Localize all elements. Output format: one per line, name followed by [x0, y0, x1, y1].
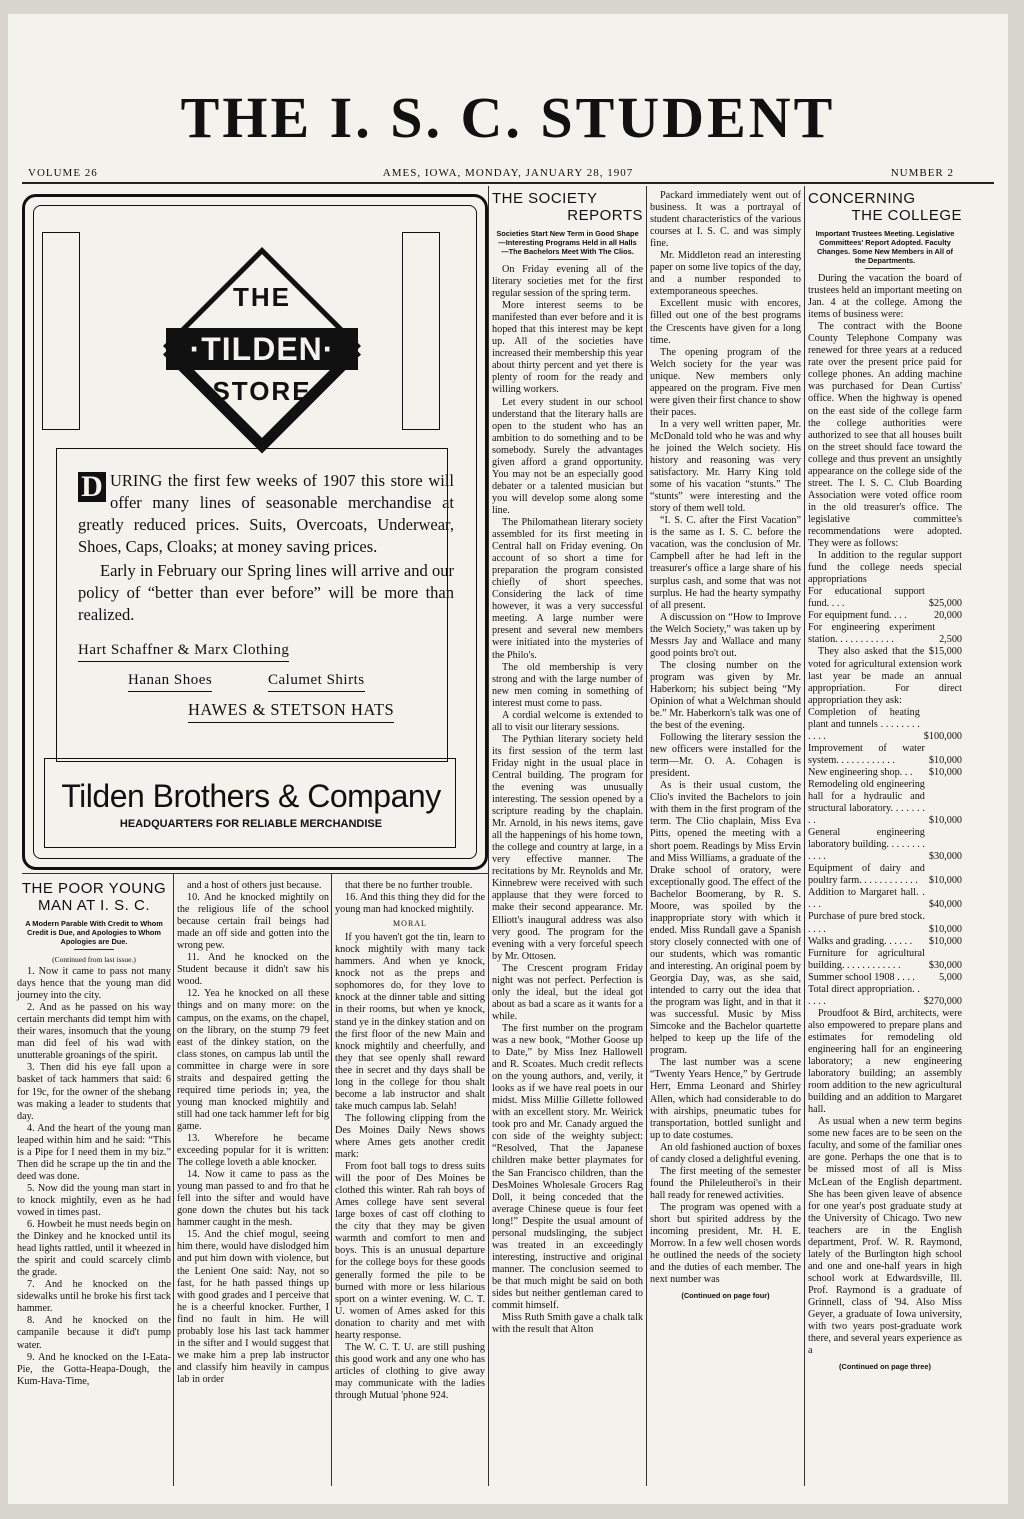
poor-young-man-body-3b	[335, 932, 485, 1402]
society-reports-column-1	[489, 190, 646, 1490]
appropriation-amount: $10,000	[928, 754, 962, 766]
paragraph: The first meeting of the semester found the Phileleutheroi's in their hall ready for renewed activities.	[650, 1165, 801, 1201]
paragraph: An old fashioned auction of boxes of candy closed a delightful evening.	[650, 1141, 801, 1165]
appropriation-row	[808, 767, 962, 779]
appropriation-row	[808, 586, 962, 610]
appropriation-amount: $270,000	[923, 995, 962, 1007]
appropriation-label: New engineering shop. . .	[808, 766, 913, 778]
drop-cap: D	[78, 472, 106, 502]
company-tagline: HEADQUARTERS FOR RELIABLE MERCHANDISE	[119, 818, 383, 830]
appropriation-row	[808, 707, 962, 743]
appropriation-amount: 20,000	[933, 610, 962, 622]
college-headline: CONCERNING THE COLLEGE	[808, 190, 962, 224]
paragraph: The opening program of the Welch society for the year was unique. New members only appeared on the program. Five men were given their first chance to show their paces.	[650, 346, 801, 418]
logo-store: STORE	[212, 376, 312, 406]
appropriation-amount: 2,500	[939, 634, 962, 646]
paragraph: 15. And the chief mogul, seeing him there, would have dislodged him and put him down with violence, but the Lenient One said: Nay, not so fast, for he hath passed things up with good grades and I perceive that he is a cheerful knocker. Further, I find no fault in him. He will probably lose his last tack hammer in the sifter and I would suggest that we make him a prep lab instructor and classify him heavily in campus lab in order	[177, 1229, 329, 1385]
appropriation-row	[808, 622, 962, 646]
appropriation-amount: $100,000	[923, 730, 962, 742]
poor-young-man-body-2	[177, 880, 329, 1386]
short-rule	[865, 268, 905, 269]
paragraph: Mr. Middleton read an interesting paper on some live topics of the day, and a number responded to extemporaneous speeches.	[650, 250, 801, 298]
paragraph: During the vacation the board of trustees held an important meeting on Jan. 4 at the college. Among the items of business were:	[808, 273, 962, 321]
appropriation-label: Remodeling old engineering hall for a hydraulic and structural laboratory. . . . . . . . .	[808, 778, 925, 827]
college-intro	[808, 273, 962, 586]
paragraph: The closing number on the program was given by Mr. Haberkorn; his subject being “My Opinion of what a Welchman should be.” Mr. Haberkorn's talk was one of the best of the evening.	[650, 659, 801, 732]
paragraph: The Philomathean literary society assembled for its first meeting in Central hall on Friday evening. On account of so short a time for preparation the program consisted chiefly of short speeches. Considering the lack of time however, it was a very successful meeting. A large number were present and several new members were initiated into the mysteries of the Philo's.	[492, 516, 643, 661]
volume-label: VOLUME 26	[28, 167, 98, 179]
tilden-store-logo	[162, 246, 362, 446]
appropriation-amount: $10,000	[928, 766, 962, 778]
poor-young-man-column-3	[332, 880, 488, 1490]
poor-young-man-headline: THE POOR YOUNG MAN AT I. S. C.	[21, 880, 167, 914]
poor-young-man-deck: A Modern Parable With Credit to Whom Credit is Due, and Apologies to Whom Apologies are Due.	[25, 919, 163, 946]
paragraph: A cordial welcome is extended to all to visit our literary sessions.	[492, 709, 643, 733]
ad-side-panel-left	[42, 232, 80, 430]
dateline-text: AMES, IOWA, MONDAY, JANUARY 28, 1907	[382, 167, 634, 179]
appropriation-row	[808, 972, 962, 984]
masthead-title: THE I. S. C. STUDENT	[180, 85, 836, 150]
paragraph: Excellent music with encores, filled out one of the best programs the Crescents have given for a long time.	[650, 298, 801, 346]
ad-copy-paragraph-2: Early in February our Spring lines will arrive and our policy of “better than ever before” will be more than realized.	[78, 561, 454, 624]
society-reports-body-2	[650, 190, 801, 1286]
paragraph: 3. Then did his eye fall upon a basket of tack hammers that said: 6 for 19c, for the owner of the shebang was making a leader to students that day.	[17, 1062, 171, 1122]
paragraph: Following the literary session the new officers were installed for the term—Mr. O. A. Cohagen is president.	[650, 732, 801, 780]
paragraph: 7. And he knocked on the sidewalks until he broke his first tack hammer.	[17, 1279, 171, 1315]
society-reports-column-2	[647, 190, 804, 1490]
appropriation-label: Furniture for agricultural building. . . . . . . . . . . .	[808, 947, 925, 971]
paragraph: In a very well written paper, Mr. McDonald told who he was and why he joined the Welch society. His history and reasoning was very satisfactory. Mr. Harry King told some of his vacation “stunts.” The “stunts” were interesting and the story of them well told.	[650, 418, 801, 515]
appropriation-label: For equipment fund. . . .	[808, 610, 907, 622]
continued-from-last-issue: (Continued from last issue.)	[52, 955, 136, 964]
paragraph: “I. S. C. after the First Vacation” is the same as I. S. C. before the vacation, was the conclusion of Mr. Campbell after he had left in the treasurer's office a large share of his surplus cash, and some that was not surplus. He had the hearty sympathy of all present.	[650, 515, 801, 611]
society-reports-deck: Societies Start New Term in Good Shape—Interesting Programs Held in all Halls—The Bachelors Meet With The Clios.	[496, 229, 639, 256]
paragraph: The last number was a scene “Twenty Years Hence,” by Gertrude Herr, Emma Leonard and Shirley Allen, which had considerable to do with airships, pneumatic tubes for transportation, bottled sunlight and up to date costumes.	[650, 1057, 801, 1141]
appropriation-row	[808, 984, 962, 1008]
appropriation-amount: $30,000	[928, 851, 962, 863]
section-divider	[22, 873, 488, 874]
paragraph: The Pythian literary society held its first session of the term last Friday night in the usual place in Central building. The program for the evening was unusually interesting. The session opened by a scripture reading by the chaplain. Mr. Arnold, in his news items, gave all the happenings of his home town, the college and country at large, in a very effective manner. The recitations by Mr. Reynolds and Mr. Kinnebrew were received with such applause that they were forced to make their second appearance. Mr. Elliott's inaugural address was also very good. The program for the evening with a very forceful speech by Mr. Ottosen.	[492, 733, 643, 962]
logo-the: THE	[233, 282, 291, 312]
paragraph: 9. And he knocked on the I-Eata-Pie, the Gotta-Heapa-Dough, the Kum-Hava-Time,	[17, 1351, 171, 1387]
ad-inner-frame	[33, 205, 477, 859]
paragraph: More interest seems to be manifested than ever before and it is hoped that this interest may be kept up. All of the societies have increased their membership this year about thirty percent and yet there is plenty of room for the ready and willing workers.	[492, 300, 643, 396]
brand-hanan-shoes: Hanan Shoes	[128, 672, 212, 692]
paragraph: 2. And as he passed on his way certain merchants did tempt him with their wares, insomuch that the young man did feel of his wad with unutterable groanings of the spirit.	[17, 1002, 171, 1062]
paragraph: The Crescent program Friday night was not perfect. Perfection is only the ideal, but the ideal got about as bad a scare as it wants for a while.	[492, 962, 643, 1022]
appropriation-amount: 5,000	[939, 971, 962, 983]
poor-young-man-body-1	[17, 966, 171, 1388]
newspaper-page	[8, 14, 1008, 1504]
appropriation-label: Summer school 1908 . . . .	[808, 971, 915, 983]
college-deck: Important Trustees Meeting. Legislative Committees' Report Adopted. Faculty Changes. Some New Members in All of the Departments.	[815, 229, 955, 265]
ad-copy	[78, 470, 454, 626]
appropriation-label: Addition to Margaret hall. . . . .	[808, 887, 925, 911]
appropriation-row	[808, 779, 962, 827]
paragraph: 13. Wherefore he became exceeding popular for it is written: The college loveth a able knocker.	[177, 1132, 329, 1169]
appropriation-label: General engineering laboratory building. . . . . . . . . . . .	[808, 827, 925, 863]
appropriation-row	[808, 936, 962, 948]
appropriation-row	[808, 887, 962, 911]
issue-number: NUMBER 2	[890, 167, 954, 179]
society-reports-body-1	[492, 264, 643, 1336]
paragraph: On Friday evening all of the literary societies met for the first regular session of the spring term.	[492, 264, 643, 300]
paragraph: Miss Ruth Smith gave a chalk talk with the result that Alton	[492, 1312, 643, 1336]
college-column	[805, 190, 965, 1490]
appropriation-row	[808, 827, 962, 863]
paragraph: that there be no further trouble.	[345, 880, 473, 891]
paragraph: and a host of others just because.	[187, 880, 322, 891]
paragraph: The old membership is very strong and with the large number of new men coming in something of interest must come to pass.	[492, 661, 643, 709]
paragraph: The W. C. T. U. are still pushing this good work and any one who has articles of clothing to give away may communicate with the ladies through Mutual 'phone 924.	[335, 1341, 485, 1401]
paragraph: A discussion on “How to Improve the Welch Society,” was taken up by Messrs Jay and Wallace and many good points bro't out.	[650, 611, 801, 659]
appropriation-label: Equipment of dairy and poultry farm. . . . . . . . . . . .	[808, 863, 925, 887]
paragraph: 8. And he knocked on the campanile because it did't pump water.	[17, 1315, 171, 1351]
appropriation-row	[808, 863, 962, 887]
moral-heading: MORAL	[393, 919, 427, 929]
college-closing	[808, 1008, 962, 1357]
appropriation-label: Completion of heating plant and tunnels . . . . . . . . . . . .	[808, 706, 920, 742]
paragraph: If you haven't got the tin, learn to knock mightily with many tack hammers. And when ye knock, knock not as the preps and sophomores do, for they love to knock at the dinner table and sitting in their rooms, but when ye knock, stand ye in the dinkey station and on the first floor of the new Main and knock mightily and cheerfully, and they that see openly shall reward thee in secret and thy days shall be long in the college for thou shalt become a lab instructor and shalt take much campus lab. Selah!	[335, 932, 485, 1112]
appropriations-list-a	[808, 586, 962, 646]
paragraph: 16. And this thing they did for the young man had knocked mightily.	[335, 892, 485, 916]
appropriation-label: Improvement of water system. . . . . . . . . . . .	[808, 742, 925, 766]
dateline-bar	[22, 164, 994, 184]
appropriation-amount: $40,000	[928, 899, 962, 911]
paragraph: The contract with the Boone County Telephone Company was renewed for three years at a reduced rate over the present price paid for college phones. An adding machine was purchased for Dean Curtiss' office. When the highway is opened on the east side of the college farm the college authorities were authorized to see that all houses built on the street should face toward the college and thus prevent an unsightly appearance on the college side of the street. The I. S. C. Club Boarding Association were voted office room in the old treasurer's office. The legislative committee's recommendations were adopted. They were as follows:	[808, 321, 962, 550]
paragraph: From foot ball togs to dress suits will the poor of Des Moines be clothed this winter. Rah rah boys of Ames college have sent several large boxes of cast off clothing to the city that they may be given warmth and comfort to men and boys. This is an unusual departure for the college boys for these goods generally formed the pile to be burned with more or less hilarious sport on a winter evening. W. C. T. U. women of Ames asked for this donation to charity and met with hearty response.	[335, 1161, 485, 1341]
appropriation-row	[808, 743, 962, 767]
appropriation-row	[808, 610, 962, 622]
appropriation-amount: $10,000	[928, 875, 962, 887]
appropriation-row	[808, 948, 962, 972]
appropriation-row	[808, 911, 962, 935]
paragraph: The first number on the program was a new book, “Mother Goose up to Date,” by Miss Inez Hallowell and R. Scoates. Much credit reflects on the young authors, and, verily, it looks as if we have real poets in our midst. Miss Millie Gillette followed with an excellent story. Mr. Weirick took pro and Mr. Canady argued the con side of the weighty subject: “Resolved, That the Japanese children make better playmates for the San Francisco children, than the DesMoines Wholesale Grocers Rag Doll, it being conceded that the average Chinese queue is four feet long!” Despite the usual amount of personal mudslinging, the subject was treated in an exceedingly interesting, instructive and original manner. The conclusion seemed to be that much might be said on both sides but neither gentleman cared to commit himself.	[492, 1022, 643, 1312]
short-rule	[74, 949, 114, 950]
appropriation-amount: $10,000	[928, 815, 962, 827]
paragraph: The program was opened with a short but spirited address by the incoming president, Mr. H. E. Morrow. In a few well chosen words he outlined the needs of the society and the duties of each member. The next number was	[650, 1201, 801, 1286]
ad-copy-paragraph-1: URING the first few weeks of 1907 this store will offer many lines of seasonable merchandise at greatly reduced prices. Suits, Overcoats, Underwear, Shoes, Caps, Cloaks; at money saving prices.	[78, 471, 454, 556]
short-rule	[548, 259, 588, 260]
paragraph: As usual when a new term begins some new faces are to be seen on the faculty, and some of the familiar ones are gone. Perhaps the one that is to be missed most of all is Miss McLean of the English department. She has been given leave of absence for one year's post graduate study at the University of Chicago. Two new teachers are in the English department, Prof. W. R. Raymond, lately of the Burlington high school and one and one-half years in high school work at Edwardsville, Ill. Prof. Raymond is a graduate of Grinnell, class of '94. Also Miss Geyer, a graduate of Iowa university, with two years post-graduate work there, and several years experience as a	[808, 1116, 962, 1357]
paragraph: Proudfoot & Bird, architects, were also empowered to prepare plans and estimates for remodeling old engineering hall for an engineering laboratory; a new engineering laboratory building; an assembly room addition to the new agricultural building and an addition to Margaret hall.	[808, 1007, 962, 1116]
continued-page-three: (Continued on page three)	[839, 1362, 931, 1372]
tilden-advertisement	[22, 194, 488, 870]
appropriation-label: For engineering experiment station. . . . . . . . . . . .	[808, 622, 936, 646]
logo-tilden: ·TILDEN·	[166, 328, 358, 370]
paragraph: The following clipping from the Des Moines Daily News shows where Ames gets another credit mark:	[335, 1112, 485, 1161]
company-name: Tilden Brothers & Company	[61, 778, 441, 814]
society-reports-headline: THE SOCIETY REPORTS	[492, 190, 643, 224]
paragraph: 5. Now did the young man start in to knock mightily, even as he had vowed in times past.	[17, 1182, 171, 1218]
appropriation-amount: $25,000	[928, 598, 962, 610]
paragraph: 1. Now it came to pass not many days hence that the young man did journey into the city.	[17, 966, 171, 1002]
appropriation-label: Purchase of pure bred stock. . . . .	[808, 911, 925, 935]
appropriation-amount: $10,000	[928, 935, 962, 947]
brand-hawes-stetson: HAWES & STETSON HATS	[188, 700, 394, 723]
brand-calumet-shirts: Calumet Shirts	[268, 672, 365, 692]
poor-young-man-column-2	[174, 880, 332, 1490]
poor-young-man-body-3	[335, 880, 485, 916]
college-mid-paragraph: They also asked that the $15,000 voted for agricultural extension work last year be made an annual appropriation. For direct appropriation they ask:	[808, 646, 962, 706]
paragraph: As is their usual custom, the Clio's invited the Bachelors to join with them in the first program of the term. The Clio chaplain, Miss Eva Pitts, opened the meeting with a short poem. Readings by Miss Ervin and Miss Williams, a graduate of the Drake school of oratory, were exceptionally good. The effect of the Bachelor Boomerang, by R. S. Moore, was spoiled by the inappropriate story with which it ended. Miss Rundall gave a Spanish story closely connected with one of our students, which was romantic and interesting. An original poem by Georgia Day, was, as she said, intended to carry out the idea that the program was light, and in that it was successful. Music by Miss Simcoke and the Bachelor quartette helped to keep up the life of the program.	[650, 780, 801, 1057]
paragraph: 12. Yea he knocked on all these things and on many more: on the campus, on the exams, on the chapel, on the library, on the stump 79 feet east of the dinkey station, on the class stones, on campus lab until the committee in charge were in sore straits and despaired getting the required time periods in; yea, the young man knocked mightily and still had one tack hammer left for big game.	[177, 988, 329, 1132]
continued-page-four: (Continued on page four)	[681, 1291, 770, 1301]
paragraph: Let every student in our school understand that the literary halls are open to the student who has an ambition to do something and to be somebody. Surely the advantages given afford a grand opportunity. You may not be an especially good debater or a talented musician but you will develop some along some line.	[492, 396, 643, 516]
appropriation-label: Total direct appropriation. . . . . .	[808, 983, 920, 1007]
brand-hart-schaffner-marx: Hart Schaffner & Marx Clothing	[78, 642, 289, 662]
paragraph: Packard immediately went out of business. It was a portrayal of student characteristics of the various courses at I. S. C. and was simply fine.	[650, 190, 801, 250]
paragraph: In addition to the regular support fund the college needs special appropriations	[808, 550, 962, 586]
paragraph: 10. And he knocked mightily on the religious life of the school because certain frail beings had made an off side and gotten into the wrong pew.	[177, 892, 329, 952]
ad-side-panel-right	[402, 232, 440, 430]
paragraph: 4. And the heart of the young man leaped within him and he said: “This is a Pipe for I need them in my biz.” Then did he scrape up the tin and the deed was done.	[17, 1122, 171, 1182]
appropriation-amount: $10,000	[928, 923, 962, 935]
paragraph: 11. And he knocked on the Student because it didn't saw his wood.	[177, 952, 329, 988]
paragraph: 14. Now it came to pass as the young man passed to and fro that he fell into the sifter and would have gone down the chutes but his tack hammer caught in the mesh.	[177, 1169, 329, 1229]
appropriation-label: Walks and grading. . . . . .	[808, 935, 913, 947]
appropriations-list-b	[808, 707, 962, 1008]
appropriation-amount: $30,000	[928, 959, 962, 971]
poor-young-man-column-1	[14, 880, 174, 1490]
paragraph: 6. Howbeit he must needs begin on the Dinkey and he knocked until its head lights rattled, until it wheezed in the spirit and could scarcely climb the grade.	[17, 1219, 171, 1279]
appropriation-label: For educational support fund. . . .	[808, 586, 925, 610]
